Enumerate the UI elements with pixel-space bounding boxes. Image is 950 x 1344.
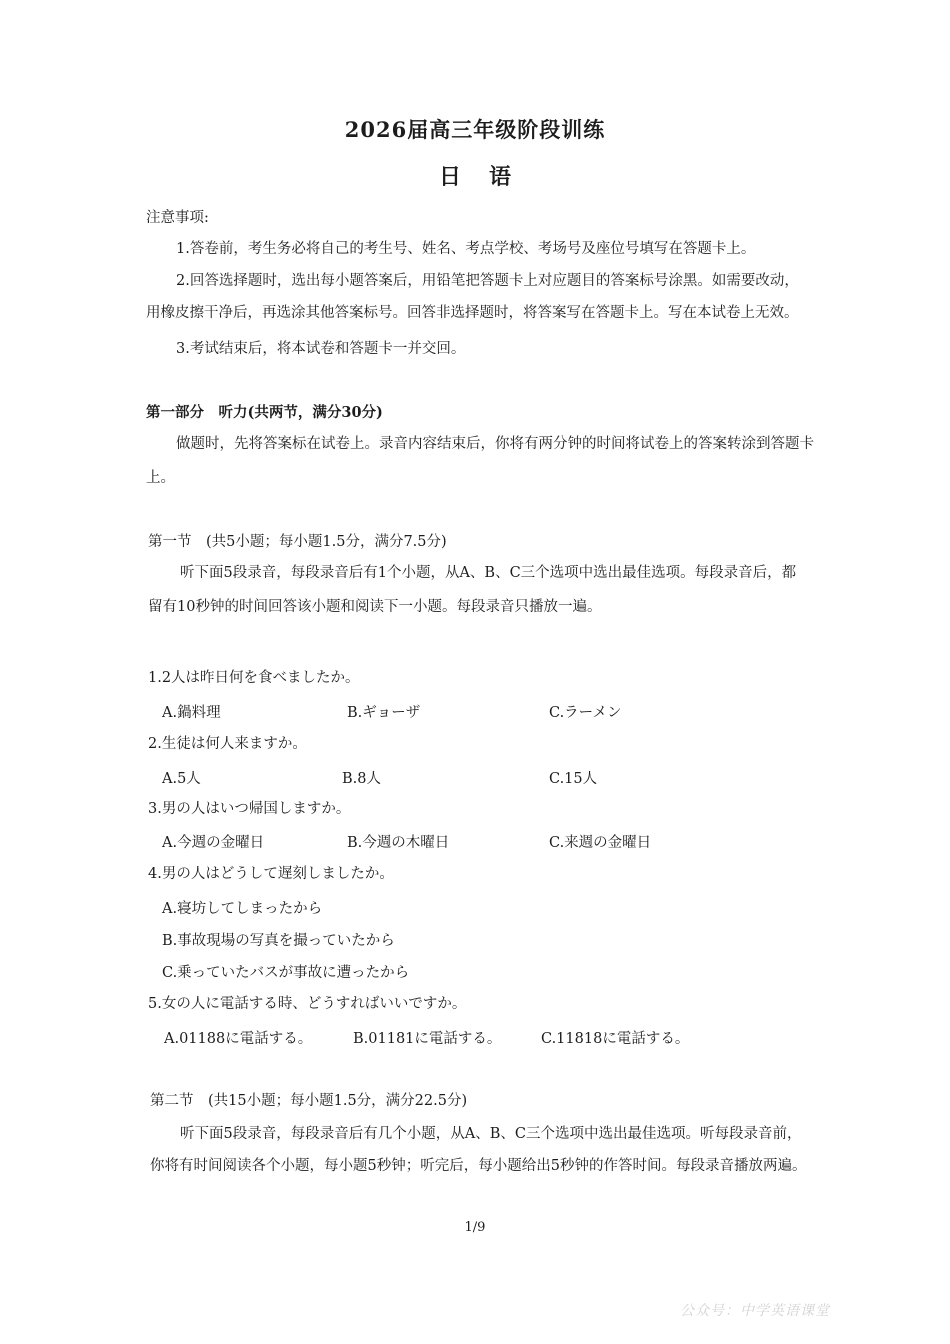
notice-item-1: 1.答卷前，考生务必将自己的考生号、姓名、考点学校、考场号及座位号填写在答题卡上。 bbox=[176, 241, 756, 257]
question-1-option-c: C.ラーメン bbox=[549, 705, 622, 721]
exam-subject: 日语 bbox=[438, 164, 539, 190]
question-3-option-b: B.今週の木曜日 bbox=[347, 835, 450, 851]
notice-item-2-line-2: 用橡皮擦干净后，再选涂其他答案标号。回答非选择题时，将答案写在答题卡上。写在本试卷上无效。 bbox=[146, 305, 799, 321]
section1-heading: 第一节 (共5小题；每小题1.5分，满分7.5分) bbox=[148, 534, 447, 550]
question-1-option-a: A.鍋料理 bbox=[162, 705, 221, 721]
part1-intro-line-2: 上。 bbox=[146, 470, 175, 486]
notice-item-2-line-1: 2.回答选择题时，选出每小题答案后，用铅笔把答题卡上对应题目的答案标号涂黑。如需要改动， bbox=[176, 273, 799, 289]
question-4-option-c: C.乗っていたバスが事故に遭ったから bbox=[162, 965, 410, 981]
question-4-stem: 4.男の人はどうして遅刻しましたか。 bbox=[148, 866, 394, 882]
question-5-stem: 5.女の人に電話する時、どうすればいいですか。 bbox=[148, 996, 467, 1012]
question-2-stem: 2.生徒は何人来ますか。 bbox=[148, 736, 307, 752]
part1-heading: 第一部分 听力(共两节，满分30分) bbox=[146, 404, 383, 421]
section1-intro-line-2: 留有10秒钟的时间回答该小题和阅读下一小题。每段录音只播放一遍。 bbox=[148, 599, 602, 615]
section2-heading: 第二节 (共15小题；每小题1.5分，满分22.5分) bbox=[150, 1093, 468, 1109]
question-5-option-c: C.11818に電話する。 bbox=[541, 1031, 690, 1047]
question-3-option-c: C.来週の金曜日 bbox=[549, 835, 652, 851]
section2-intro-line-2: 你将有时间阅读各个小题，每小题5秒钟；听完后，每小题给出5秒钟的作答时间。每段录音播放两遍。 bbox=[150, 1158, 807, 1174]
question-4-option-b: B.事故現場の写真を撮っていたから bbox=[162, 933, 395, 949]
watermark: 公众号：中学英语课堂 bbox=[680, 1303, 830, 1319]
question-3-option-a: A.今週の金曜日 bbox=[162, 835, 265, 851]
question-1-option-b: B.ギョーザ bbox=[347, 705, 421, 721]
notice-item-3: 3.考试结束后，将本试卷和答题卡一并交回。 bbox=[176, 341, 466, 357]
question-1-stem: 1.2人は昨日何を食べましたか。 bbox=[148, 670, 360, 686]
question-2-option-b: B.8人 bbox=[342, 771, 381, 787]
question-4-option-a: A.寝坊してしまったから bbox=[162, 901, 323, 917]
question-5-option-a: A.01188に電話する。 bbox=[164, 1031, 313, 1047]
section2-intro-line-1: 听下面5段录音，每段录音后有几个小题，从A、B、C三个选项中选出最佳选项。听每段录音前， bbox=[180, 1126, 802, 1142]
section1-intro-line-1: 听下面5段录音，每段录音后有1个小题，从A、B、C三个选项中选出最佳选项。每段录音后，都 bbox=[180, 565, 797, 581]
question-2-option-a: A.5人 bbox=[162, 771, 201, 787]
question-2-option-c: C.15人 bbox=[549, 771, 598, 787]
page-number: 1/9 bbox=[464, 1220, 486, 1235]
question-3-stem: 3.男の人はいつ帰国しますか。 bbox=[148, 801, 351, 817]
notice-heading: 注意事项: bbox=[146, 210, 209, 226]
question-5-option-b: B.01181に電話する。 bbox=[353, 1031, 502, 1047]
exam-title: 2026届高三年级阶段训练 bbox=[344, 117, 606, 142]
part1-intro-line-1: 做题时，先将答案标在试卷上。录音内容结束后，你将有两分钟的时间将试卷上的答案转涂到答题卡 bbox=[176, 436, 814, 452]
